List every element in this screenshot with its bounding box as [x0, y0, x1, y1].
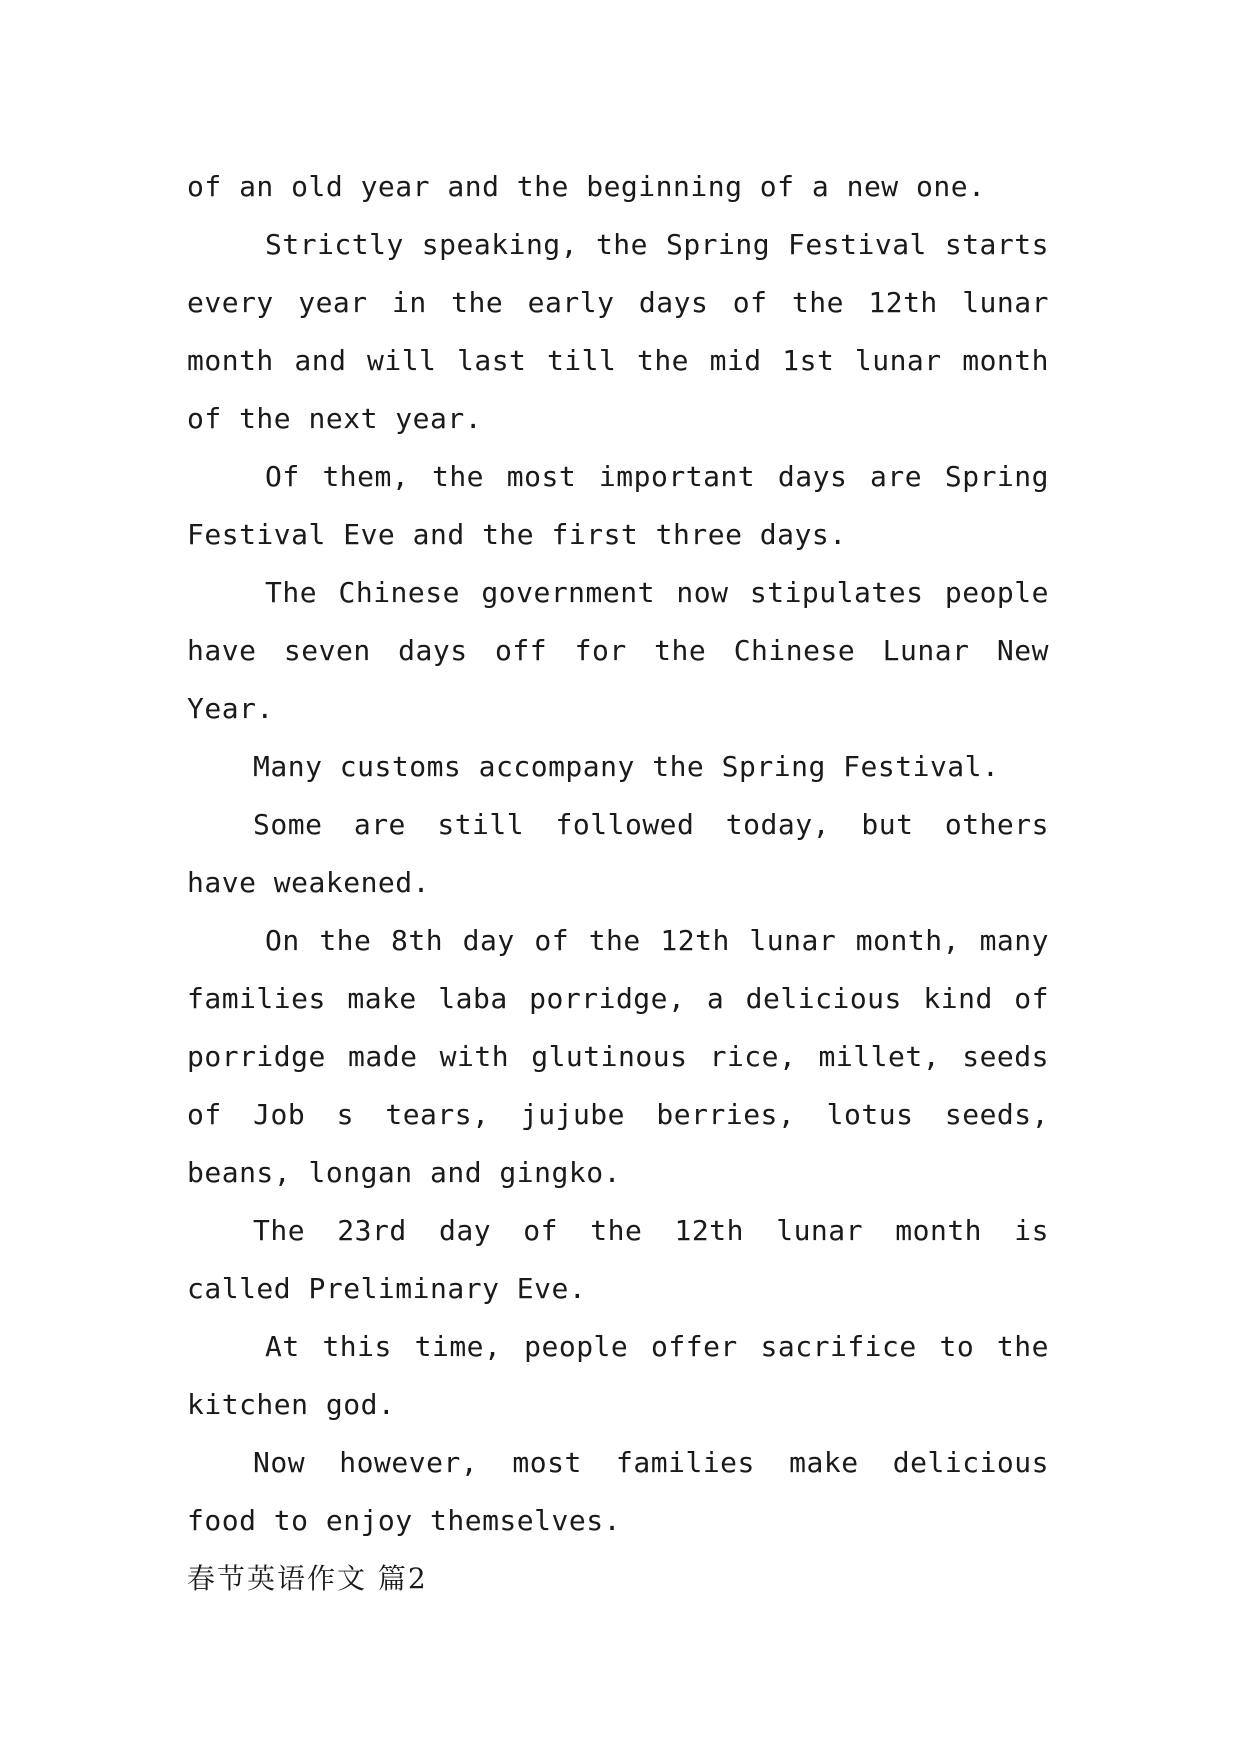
paragraph: The 23rd day of the 12th lunar month is called Preliminary Eve.: [187, 1214, 1049, 1305]
paragraph: On the 8th day of the 12th lunar month, many families make laba porridge, a delicious kind of porridge made with glutinous rice, millet, seeds of Job s tears, jujube berries, lotus seeds, beans, longan and gingko.: [187, 924, 1049, 1189]
paragraph: At this time, people offer sacrifice to the kitchen god.: [187, 1330, 1049, 1421]
paragraph: of an old year and the beginning of a new one.: [187, 170, 986, 203]
paragraph: Some are still followed today, but others have weakened.: [187, 808, 1049, 899]
document-body: [187, 158, 1049, 1608]
paragraph: Many customs accompany the Spring Festival.: [253, 750, 1000, 783]
paragraph: Of them, the most important days are Spring Festival Eve and the first three days.: [187, 460, 1049, 551]
paragraph: The Chinese government now stipulates people have seven days off for the Chinese Lunar New Year.: [187, 576, 1049, 725]
paragraph: Strictly speaking, the Spring Festival starts every year in the early days of the 12th lunar month and will last till the mid 1st lunar month of the next year.: [187, 228, 1049, 435]
section-heading: 春节英语作文 篇2: [187, 1562, 428, 1595]
paragraph: Now however, most families make delicious food to enjoy themselves.: [187, 1446, 1049, 1537]
